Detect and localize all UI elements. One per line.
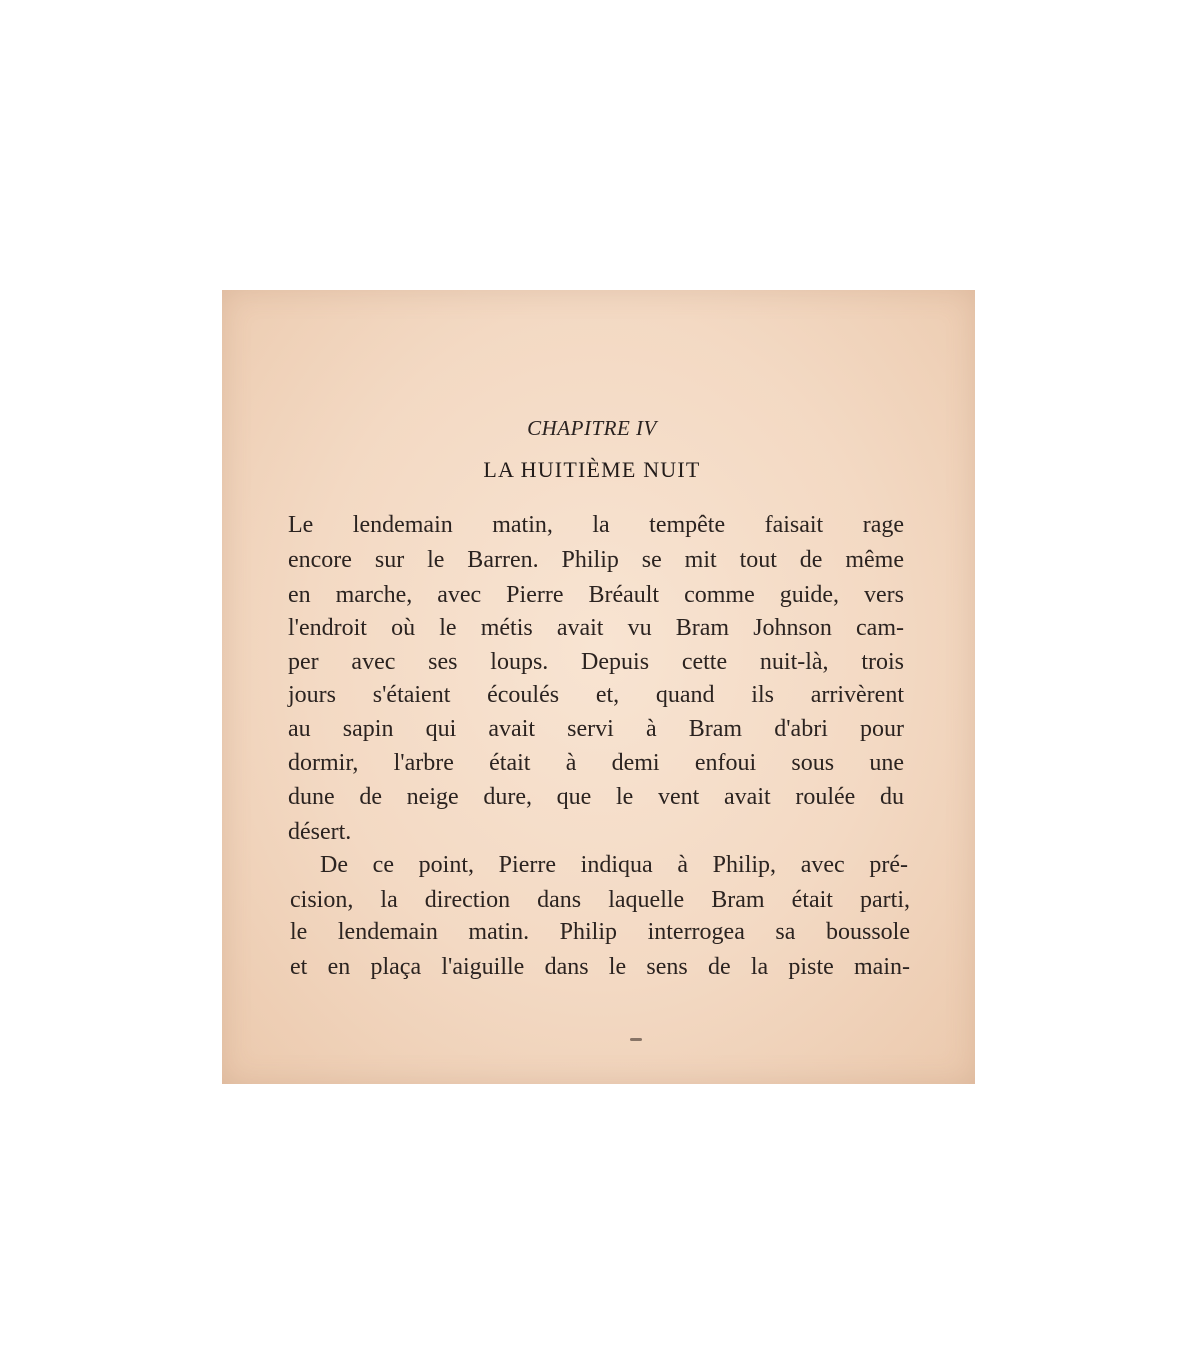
text-line-9: dune de neige dure, que le vent avait roulée du — [288, 784, 904, 810]
text-line-4: l'endroit où le métis avait vu Bram Johnson cam- — [288, 615, 904, 641]
chapter-number: CHAPITRE IV — [527, 416, 657, 440]
text-line-2: encore sur le Barren. Philip se mit tout de même — [288, 547, 904, 573]
text-line-6: jours s'étaient écoulés et, quand ils arrivèrent — [288, 682, 904, 708]
text-line-5: per avec ses loups. Depuis cette nuit-là, trois — [288, 649, 904, 675]
text-line-3: en marche, avec Pierre Bréault comme guide, vers — [288, 582, 904, 608]
text-line-10: désert. — [288, 819, 352, 845]
text-line-7: au sapin qui avait servi à Bram d'abri pour — [288, 716, 904, 742]
text-line-1: Le lendemain matin, la tempête faisait rage — [288, 512, 904, 538]
ink-mark — [630, 1038, 642, 1041]
text-line-13: le lendemain matin. Philip interrogea sa boussole — [290, 919, 910, 945]
book-page — [222, 290, 975, 1084]
text-line-14: et en plaça l'aiguille dans le sens de la piste main- — [290, 954, 910, 980]
text-line-11: De ce point, Pierre indiqua à Philip, avec pré- — [320, 852, 908, 878]
text-line-12: cision, la direction dans laquelle Bram était parti, — [290, 887, 910, 913]
text-line-8: dormir, l'arbre était à demi enfoui sous une — [288, 750, 904, 776]
chapter-title: LA HUITIÈME NUIT — [483, 457, 701, 482]
